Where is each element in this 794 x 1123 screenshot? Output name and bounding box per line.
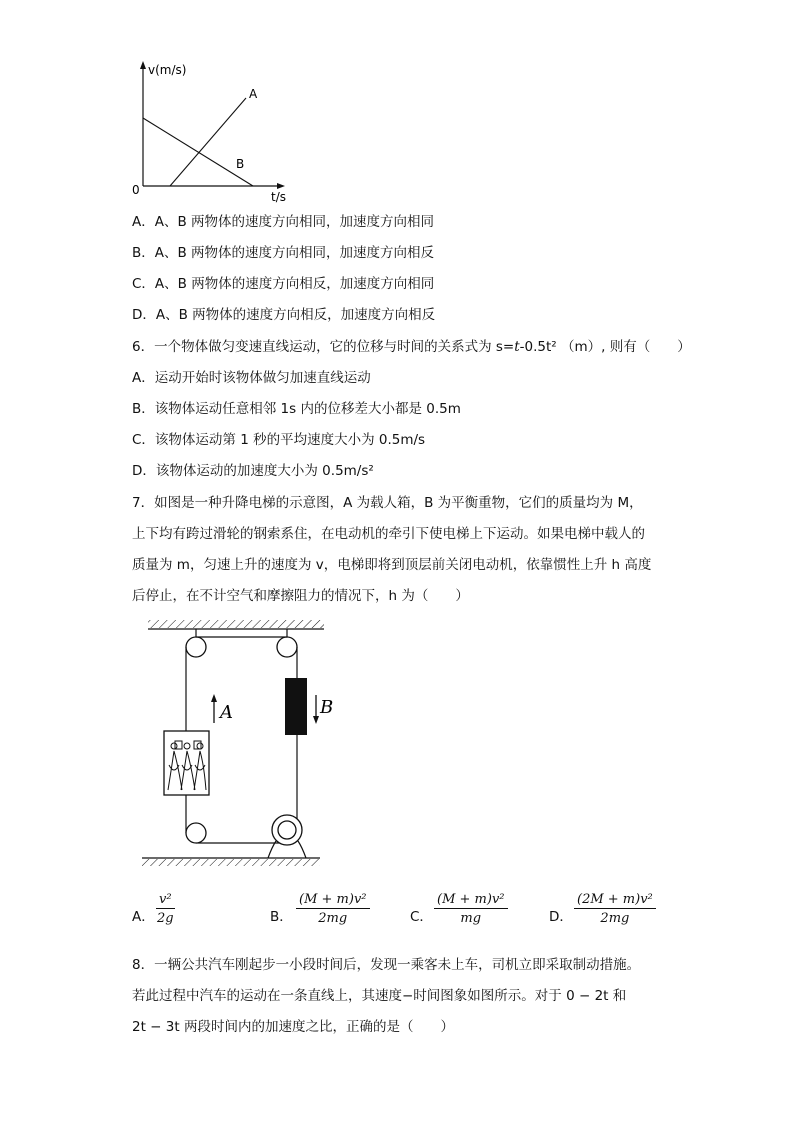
origin-label: 0 bbox=[132, 183, 140, 197]
y-axis-label: v(m/s) bbox=[148, 63, 187, 77]
line-b bbox=[143, 118, 253, 186]
x-axis-label: t/s bbox=[271, 190, 286, 204]
q8-stem-line-1: 8．一辆公共汽车刚起步一小段时间后，发现一乘客未上车，司机立即采取制动措施。 bbox=[132, 957, 641, 973]
q5-option-b: B．A、B 两物体的速度方向相同，加速度方向相反 bbox=[132, 245, 435, 261]
q7-option-c-num: (M + m)v² bbox=[434, 892, 508, 909]
y-axis-arrow bbox=[140, 61, 146, 69]
q7-option-d-letter: D． bbox=[549, 909, 573, 925]
motor-pulley-inner bbox=[278, 821, 296, 839]
q7-option-d-num: (2M + m)v² bbox=[574, 892, 656, 909]
q5-option-d: D．A、B 两物体的速度方向相反，加速度方向相反 bbox=[132, 307, 436, 323]
q7-option-d-fraction bbox=[574, 892, 656, 926]
label-b: B bbox=[320, 697, 334, 718]
q7-option-a-num: v² bbox=[156, 892, 175, 909]
q8-stem-line-3: 2t − 3t 两段时间内的加速度之比，正确的是（ ） bbox=[132, 1019, 454, 1035]
q7-option-a-letter: A． bbox=[132, 909, 155, 925]
ground-hatch bbox=[142, 859, 320, 866]
q7-option-b-letter: B． bbox=[270, 909, 293, 925]
q7-option-c-den: mg bbox=[460, 911, 482, 926]
q7-option-b-den: 2mg bbox=[318, 911, 348, 926]
top-left-pulley bbox=[186, 637, 206, 657]
q6-option-c: C．该物体运动第 1 秒的平均速度大小为 0.5m/s bbox=[132, 432, 426, 448]
q6-option-a: A．运动开始时该物体做匀加速直线运动 bbox=[132, 370, 371, 386]
line-b-label: B bbox=[236, 157, 245, 171]
q7-option-c-letter: C． bbox=[410, 909, 433, 925]
q6-stem-pre: 6．一个物体做匀变速直线运动，它的位移与时间的关系式为 s= bbox=[132, 339, 515, 355]
bottom-left-pulley bbox=[186, 823, 206, 843]
line-a-label: A bbox=[249, 87, 258, 101]
q8-stem-line-2: 若此过程中汽车的运动在一条直线上，其速度−时间图象如图所示。对于 0 − 2t 和 bbox=[132, 988, 627, 1004]
q7-stem-line-2: 上下均有跨过滑轮的钢索系住，在电动机的牵引下使电梯上下运动。如果电梯中载人的 bbox=[132, 526, 645, 542]
q7-option-c-fraction bbox=[434, 892, 508, 926]
q7-option-d-den: 2mg bbox=[600, 911, 630, 926]
q7-option-a-fraction bbox=[156, 892, 175, 926]
q7-stem-line-4: 后停止，在不计空气和摩擦阻力的情况下，h 为（ ） bbox=[132, 588, 469, 604]
q7-option-b-fraction bbox=[296, 892, 370, 926]
q6-stem bbox=[132, 337, 691, 357]
ceiling-hatch bbox=[148, 620, 324, 628]
counterweight-b bbox=[285, 678, 307, 735]
q7-option-a-den: 2g bbox=[156, 911, 174, 926]
top-right-pulley bbox=[277, 637, 297, 657]
label-a: A bbox=[220, 702, 233, 723]
q5-option-c: C．A、B 两物体的速度方向相反，加速度方向相同 bbox=[132, 276, 435, 292]
q6-stem-formula: t bbox=[514, 339, 520, 355]
q5-option-a: A．A、B 两物体的速度方向相同，加速度方向相同 bbox=[132, 214, 435, 230]
q6-option-d: D．该物体运动的加速度大小为 0.5m/s² bbox=[132, 463, 374, 479]
q7-stem-line-1: 7．如图是一种升降电梯的示意图，A 为载人箱，B 为平衡重物，它们的质量均为 M， bbox=[132, 495, 643, 511]
q7-stem-line-3: 质量为 m，匀速上升的速度为 v，电梯即将到顶层前关闭电动机，依靠惯性上升 h 高度 bbox=[132, 557, 652, 573]
q6-stem-post: -0.5t² （m）, 则有（ ） bbox=[519, 339, 691, 355]
q6-option-b: B．该物体运动任意相邻 1s 内的位移差大小都是 0.5m bbox=[132, 401, 461, 417]
elevator-diagram bbox=[138, 615, 334, 870]
x-axis-arrow bbox=[277, 183, 285, 189]
q7-option-b-num: (M + m)v² bbox=[296, 892, 370, 909]
velocity-time-graph bbox=[128, 58, 298, 203]
